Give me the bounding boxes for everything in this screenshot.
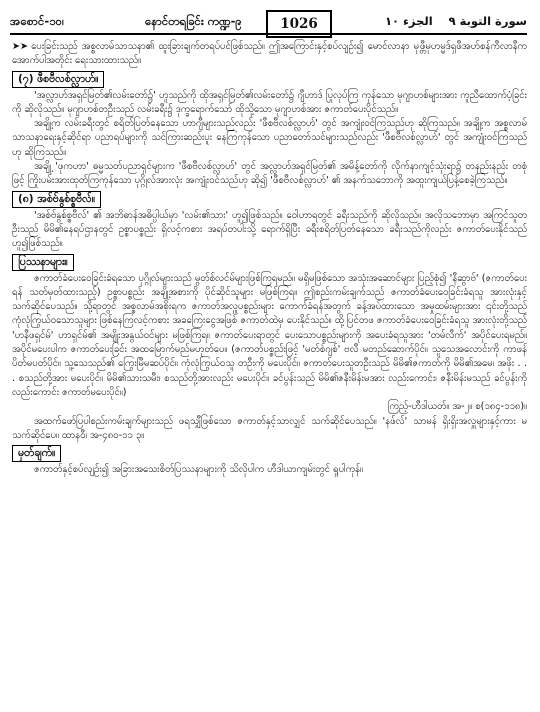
paragraph: 'အလ္လာဟ်အရှင်မြတ်၏လမ်းတော်၌' ဟူသည်ကို ထိုအရှင်မြတ်၏လမ်းတော်၌ ဂျီဟာဒ် ပြုလုပ်ကြ ကုန်သော မုဂျာဟစ်များအား ကူညီထောက်ပံ့ခြင်းကို ဆိုလိုသည်။ မုဂျာဟစ်တဦးသည် လမ်းခရီး၌ ဒုက္ခရောက်သော် ထိုသို့သော မုဂျာဟစ်အား ဇကာတ်ပေးပိုင်သည်။: [12, 89, 527, 115]
page-header: [10, 10, 527, 32]
surah-label: سورة التوبة ٩: [448, 14, 527, 28]
paragraph: ဇကာတ်နှင့်စပ်လျဉ်း၍ အခြားအသေးစိတ်ပြဿနာများကို သိလိုပါက ဟီဒါယာကျမ်းတွင် ရှုပါကုန်။: [34, 464, 363, 476]
paragraph: အထက်ဖော်ပြပါစည်းကမ်းချက်များသည် ဖရသျှီဖြစ်သော ဇကာတ်နှင့်သာလျှင် သက်ဆိုင်ပေသည်။ 'နဖ်လ်' သာမန် ရှိးရှိးအလှူများနှင့်ကား မသက်ဆိုင်ပေ။ ထာနဝီ၊ အ-၄၈၀-၁၁ ၃။: [12, 415, 527, 441]
section-heading-ibnus-sabil: (၈) အစ်ဗ်နွစ်စ္စဗီလ်။: [12, 191, 101, 208]
page-body: [12, 40, 527, 477]
chapter-label: နောင်တရခြင်း ကဏ္ဍ-၉: [145, 14, 242, 28]
double-arrow-icon: ➤➤: [12, 41, 29, 52]
juz-label: الجزء ١٠: [385, 14, 433, 28]
section-heading-problems: ပြဿနာများ။: [12, 254, 74, 271]
paragraph: အချို့ 'ဖုကဟာ' ဓမ္မသတ်ပညာရှင်များက 'ဖီစဗီလစ်လ္လာဟ်' တွင် အလ္လာဟ်အရှင်မြတ်၏ အမိန့်တော်ကို လိုက်နာကျင့်သုံးရာ၌ တနည်းနည်း တစုံဖြင့် ကြိုးပမ်းအားထုတ်ကြကုန်သော ပုဂ္ဂိုလ်အားလုံး အကျုံးဝင်သည်ဟု ဆို၍ 'ဖီစဗီလစ်လ္လာဟ်' ၏ အနက်သဘောကို အထူးကျယ်ပြန့်စေခဲ့ကြသည်။: [12, 161, 527, 187]
section-heading-note: မှတ်ချက်။: [12, 445, 61, 462]
paragraph: ဇကာတ်ခံပေးဝေခြင်းခံရသော ပုဂ္ဂိုလ်များသည် မွတ်စ်လင်မ်များဖြစ်ကြရမည်။ မရှိမဖြစ်သော အသုံးအဆောင်များ ပြည့်စုံ၍ 'နီဆွာဗ်' (ဇကာတ်ပေးရန် သတ်မှတ်ထားသည့်) ဥစ္စာပစ္စည်း အချို့အစားကို ပိုင်ဆိုင်သူများ မဖြစ်ကြရ။ ဤစည်းကမ်းချက်သည် ဇကာတ်ခံပေးဝေခြင်းခံရသူ အားလုံးနှင့် သက်ဆိုင်ပေသည်။ သို့ရာတွင် အစ္စလာမ်အစိုးရက ဇကာတ်အလှူပစ္စည်းများ ကောက်ခံရန်အတွက် ခန့်အပ်ထားသော အမှုထမ်းများအား ၎င်းတို့သည် ကုံလုံကြွယ်ဝသောသူများ ဖြစ်နေကြလင့်ကစား အခကြေးငွေအဖြစ် ဇကာတ်ထဲမှ ပေးနိုင်သည်။ ထို့ပြင်တဖ ဇကာတ်ခံပေးဝေခြင်းခံရသူ အားလုံးတို့သည် 'ဟနီဖရှင်မ်' ဟာရှင်မ်၏ အမျိုးအနွယ်ဝင်များ မဖြစ်ကြရ။ ဇကာတ်ပေးရာတွင် ပေးသောပစ္စည်းများကို အပေးခံရသူအား 'တမ်လီက်' အပိုင်ပေးရမည်။ အပိုင်မပေးပါက ဇကာတ်ပေးခြင်း အထမြောက်မည်မဟုတ်ပေ။ (ဇကာတ်ပစ္စည်းဖြင့် 'မတ်စ်ဂျစ်' ဗလီ မတည်ဆောက်ပိုင်။ သူသေအလောင်းကို ကာဖန်ပိတ်မပတ်ပိုင်။ သူ့သေသည်၏ ကြွေးမြီမဆပ်ပိုင်။ ကုံလုံကြွယ်ဝသူ တဦးကို မပေးပိုင်။ ဇကာတ်ပေးသူတဦးသည် မိမိ၏ဇကာတ်ကို မိမိ၏အမေ၊ အဖိုး . . . စသည်တို့အား မပေးပိုင်။ မိမိ၏သားသမီး၊ စသည်တို့အားလည်း မပေးပိုင်။ ခင်ပွန်းသည် မိမိ၏ဇနီးမိန်းမအား လည်းကောင်း၊ ဇနီးမိန်းမသည် ခင်ပွန်းကို လည်းကောင်း ဇကာတ်မပေးပိုင်။): [12, 272, 527, 398]
paragraph: 'အစ်ဗ်နွစ်စ္စဗီလ်' ၏ အဘိဓာန်အဓိပ္ပါယ်မှာ 'လမ်း၏သား' ဟူ၍ဖြစ်သည်။ ဝေါဟာရတွင် ခရီးသည်ကို ဆိုလိုသည်။ အလိုသဘောမှာ အကြင်သူတဦးသည် မိမိ၏နေရပ်ဌာနတွင် ဥစ္စာပစ္စည်း ရှိလင့်ကစား အရပ်တပါးသို့ ရောက်ရှိပြီး ခရီးစရိတ်ပြတ်နေသော ခရီးသည်ကိုလည်း ဇကာတ်ပေးနိုင်သည် ဟူ၍ဖြစ်သည်။: [12, 209, 527, 250]
intro-paragraph: [12, 40, 527, 69]
paragraph: အချို့က လမ်းခရီးတွင် စရိတ်ပြတ်နေသော ဟာဂျီများသည်လည်း 'ဖီစဗီလစ်လ္လာဟ်' တွင် အကျုံးဝင်ကြသည်ဟု ဆိုကြသည်။ အချို့က အစ္စလာမ်သာသနာရေးနှင့်ဆိုင်ရာ ပညာရပ်များကို သင်ကြားဆည်းပူး နေကြကုန်သော ပညာတော်သင်များသည်လည်း 'ဖီစဗီလစ်လ္လာဟ်' တွင် အကျုံးဝင်ကြသည်ဟု ဆိုကြသည်။: [12, 118, 527, 158]
citation: ကြည့်-ဟီဒါယတ်။ အ-၂။ စ(၁၈၄-၁၁၈)။: [387, 401, 527, 413]
section-heading-fisabilillah: (၇) ဖီစဗီလစ်လ္လာဟ်။: [12, 71, 104, 88]
page-number-box: 1026: [266, 10, 332, 38]
header-divider: [10, 33, 527, 35]
intro-text: ပေးခြင်းသည် အစ္စလာမ်သာသနာ၏ ထူးခြားချက်တရပ်ပင်ဖြစ်သည်။ ဤအကြောင်းနှင့်စပ်လျဉ်း၍ မောင်လာနာ မုဖ္တီမုဟမ္မဒ်ရှဖီအဟ်စန်ကီလာနီက အောက်ပါအတိုင်း ရေးသားထားသည်။: [12, 41, 527, 67]
volume-label: အစောင်-၁၀၊: [10, 14, 64, 28]
